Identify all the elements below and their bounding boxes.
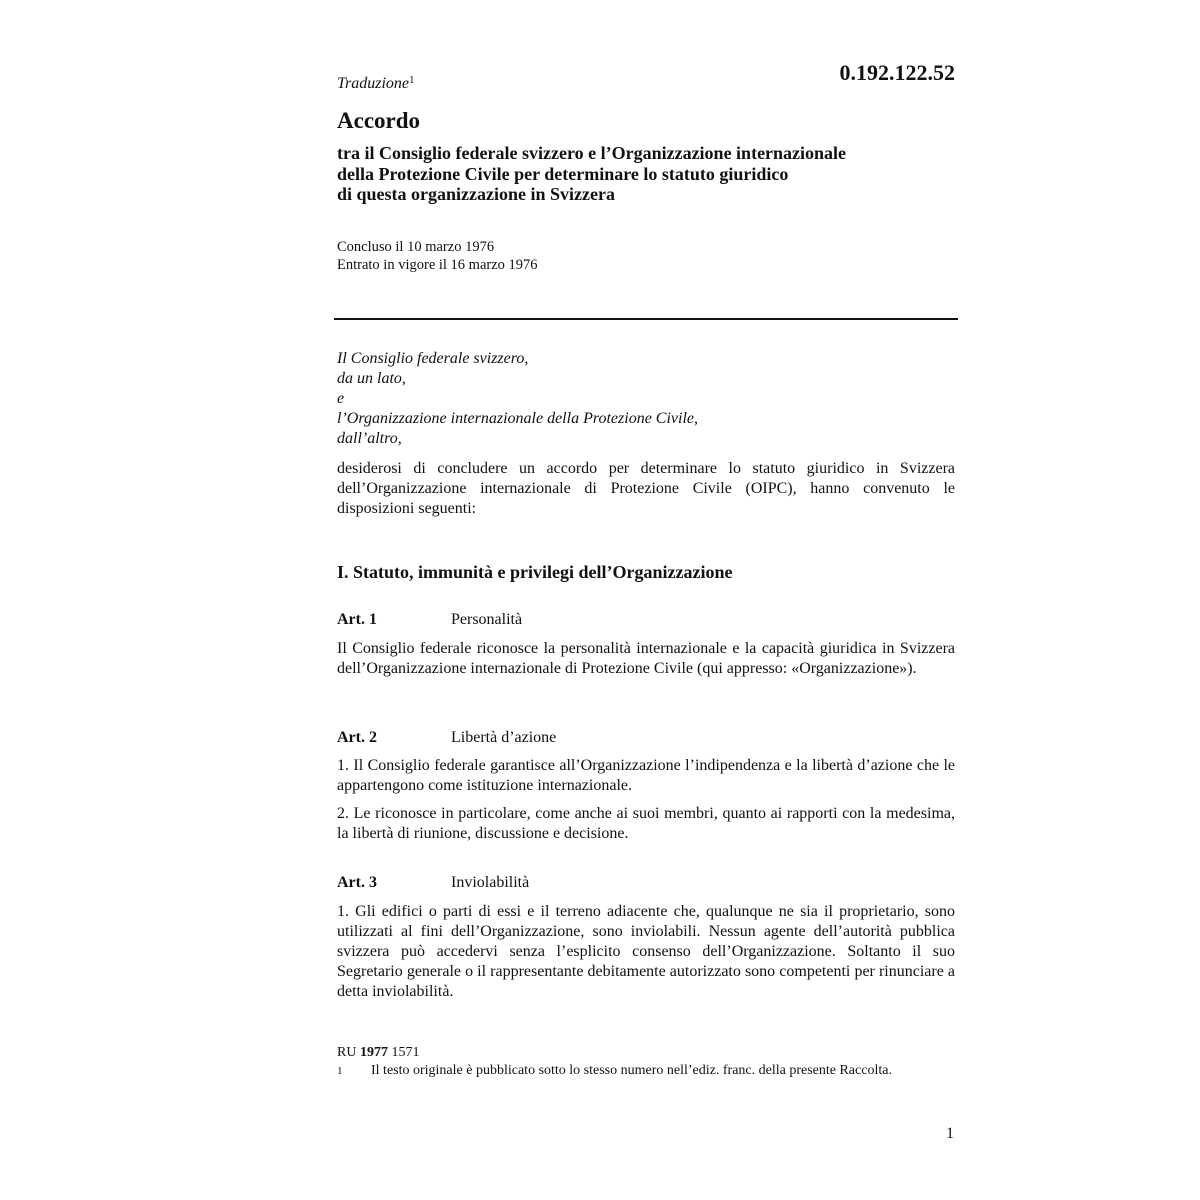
footnote-ref[interactable]: 1 [409,74,415,86]
translation-text: Traduzione [337,75,410,92]
subtitle-line: della Protezione Civile per determinare lo statuto giuridico [337,163,789,184]
article-body [337,756,955,852]
article-number: Art. 2 [337,729,377,746]
page-number: 1 [946,1125,954,1142]
preamble-line: Il Consiglio federale svizzero, [337,350,529,367]
footnotes [337,1044,955,1080]
preamble-line: dall’altro, [337,430,402,447]
article-title: Inviolabilità [451,874,530,891]
article-title: Personalità [451,611,523,628]
article-number: Art. 1 [337,611,377,628]
horizontal-rule [334,318,958,320]
article-paragraph: 1. Il Consiglio federale garantisce all’Organizzazione l’indipendenza e la libertà d’azione che le appartengono come istituzione internazionale. [337,757,955,794]
in-force-date: Entrato in vigore il 16 marzo 1976 [337,257,538,273]
article-title: Libertà d’azione [451,729,557,746]
article-paragraph: Il Consiglio federale riconosce la personalità internazionale e la capacità giuridica in Svizzera dell’Organizzazione internazionale di Protezione Civile (qui appresso: «Organizzazione»). [337,640,955,677]
preamble [337,349,955,449]
subtitle-line: di questa organizzazione in Svizzera [337,184,615,204]
document-number: 0.192.122.52 [839,60,955,85]
footnote-text: Il testo originale è pubblicato sotto lo stesso numero nell’ediz. franc. della presente Raccolta. [371,1063,892,1078]
dates-block [337,238,955,274]
translation-label [337,74,415,93]
footnote-number: 1 [337,1065,343,1077]
subtitle-line: tra il Consiglio federale svizzero e l’Organizzazione internazionale [337,143,847,163]
article-heading [337,729,955,747]
footnote [337,1062,955,1080]
preamble-line: da un lato, [337,370,406,387]
ru-reference [337,1044,955,1061]
ru-prefix: RU [337,1045,357,1060]
preamble-line: e [337,390,345,407]
document-subtitle [337,143,955,205]
ru-year: 1977 [359,1045,388,1060]
article-paragraph: 2. Le riconosce in particolare, come anche ai suoi membri, quanto ai rapporti con la medesima, la libertà di riunione, discussione e decisione. [337,805,955,842]
article-number: Art. 3 [337,874,377,891]
article-paragraph: 1. Gli edifici o parti di essi e il terreno adiacente che, qualunque ne sia il proprietario, sono utilizzati al fini dell’Organizzazione, sono inviolabili. Nessun agente dell’autorità pubblica svizzera può accedervi senza l’esplicito consenso dell’Organizzazione. Soltanto il suo Segretario generale o il rappresentante debitamente autorizzato sono competenti per rinunciare a detta inviolabilità. [337,903,955,1000]
concluded-date: Concluso il 10 marzo 1976 [337,239,495,255]
document-title: Accordo [337,108,421,133]
article-body [337,639,955,687]
section-heading: I. Statuto, immunità e privilegi dell’Organizzazione [337,562,733,582]
article-body [337,902,955,1010]
article-heading [337,611,955,629]
preamble-intro: desiderosi di concludere un accordo per determinare lo statuto giuridico in Svizzera dell’Organizzazione internazionale di Protezione Civile (OIPC), hanno convenuto le disposizioni seguenti: [337,460,955,517]
article-heading [337,874,955,892]
preamble-line: l’Organizzazione internazionale della Protezione Civile, [337,410,698,427]
ru-page: 1571 [391,1045,420,1060]
